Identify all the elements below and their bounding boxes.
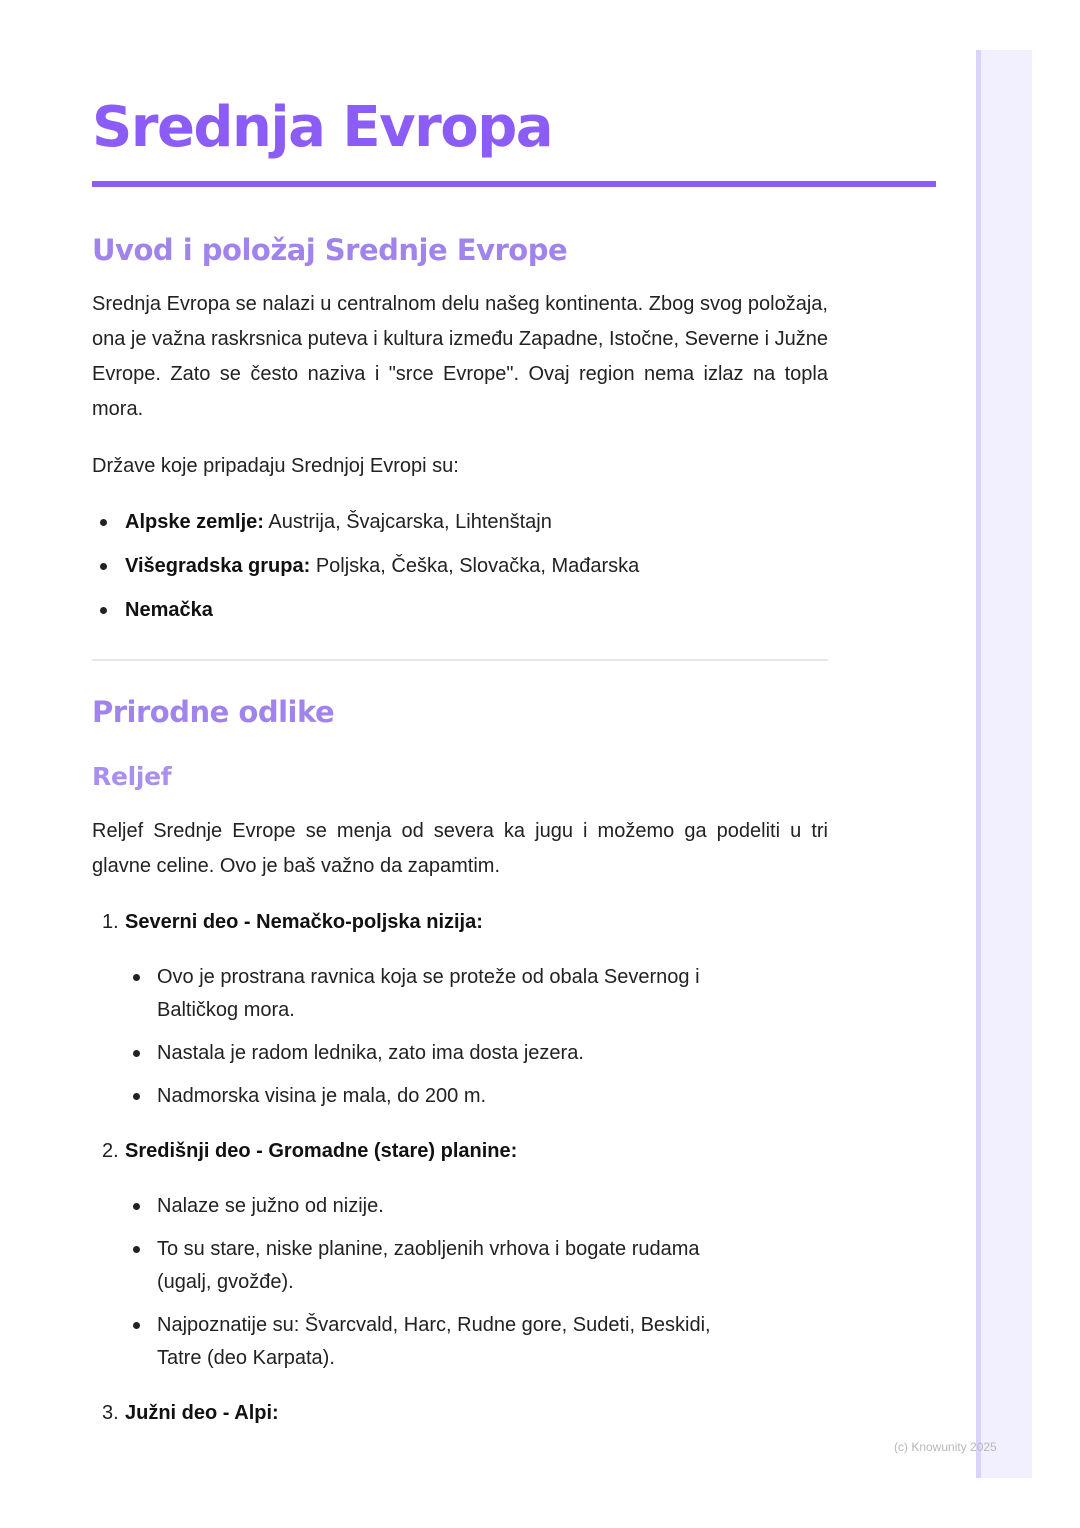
title-underline [92,181,936,187]
list-item-label: Alpske zemlje: [125,511,264,533]
subsection-heading-relief: Reljef [92,762,172,791]
intro-paragraph: Srednja Evropa se nalazi u centralnom delu našeg kontinenta. Zbog svog položaja, ona je važna raskrsnica puteva i kultura između Zapadne, Istočne, Severne i Južne Evrope. Zato se često naziva i "srce Evrope". Ovaj region nema izlaz na topla mora. [92,293,828,420]
relief-part-1-list [92,961,828,1113]
list-item: Ovo je prostrana ravnica koja se proteže od obala Severnog i Baltičkog mora. [92,961,757,1027]
list-item: Najpoznatije su: Švarcvald, Harc, Rudne gore, Sudeti, Beskidi, Tatre (deo Karpata). [92,1309,757,1375]
list-number: 3. [102,1402,119,1424]
list-item [92,594,828,627]
relief-part-3 [92,1397,828,1430]
relief-paragraph: Reljef Srednje Evrope se menja od severa ka jugu i možemo ga podeliti u tri glavne celine. Ovo je baš važno da zapamtim. [92,820,828,877]
section-heading-nature: Prirodne odlike [92,695,335,729]
relief-part-label: Južni deo - Alpi: [125,1402,279,1424]
list-item-text: Austrija, Švajcarska, Lihtenštajn [263,511,552,533]
page-title: Srednja Evropa [92,95,553,160]
sidebar-border [976,50,981,1478]
list-item [92,550,828,583]
list-item: Nastala je radom lednika, zato ima dosta jezera. [92,1037,757,1070]
list-item: To su stare, niske planine, zaobljenih vrhova i bogate rudama (ugalj, gvožđe). [92,1233,757,1299]
list-item: Nalaze se južno od nizije. [92,1190,757,1223]
document-content [92,228,828,1430]
countries-list [92,506,828,627]
sidebar-panel [976,50,1032,1478]
copyright-notice: (c) Knowunity 2025 [894,1440,997,1454]
list-item-label: Višegradska grupa: [125,555,311,577]
list-item [92,506,828,539]
list-number: 2. [102,1140,119,1162]
list-item-text: Poljska, Češka, Slovačka, Mađarska [310,555,640,577]
list-item-label: Nemačka [125,599,213,621]
relief-part-label: Središnji deo - Gromadne (stare) planine: [125,1140,518,1162]
section-heading-intro: Uvod i položaj Srednje Evrope [92,233,568,267]
relief-part-2 [92,1135,828,1168]
relief-part-1 [92,906,828,939]
section-divider [92,659,828,661]
relief-part-label: Severni deo - Nemačko-poljska nizija: [125,911,483,933]
list-number: 1. [102,911,119,933]
countries-intro: Države koje pripadaju Srednjoj Evropi su: [92,455,459,477]
list-item: Nadmorska visina je mala, do 200 m. [92,1080,757,1113]
relief-part-2-list [92,1190,828,1375]
